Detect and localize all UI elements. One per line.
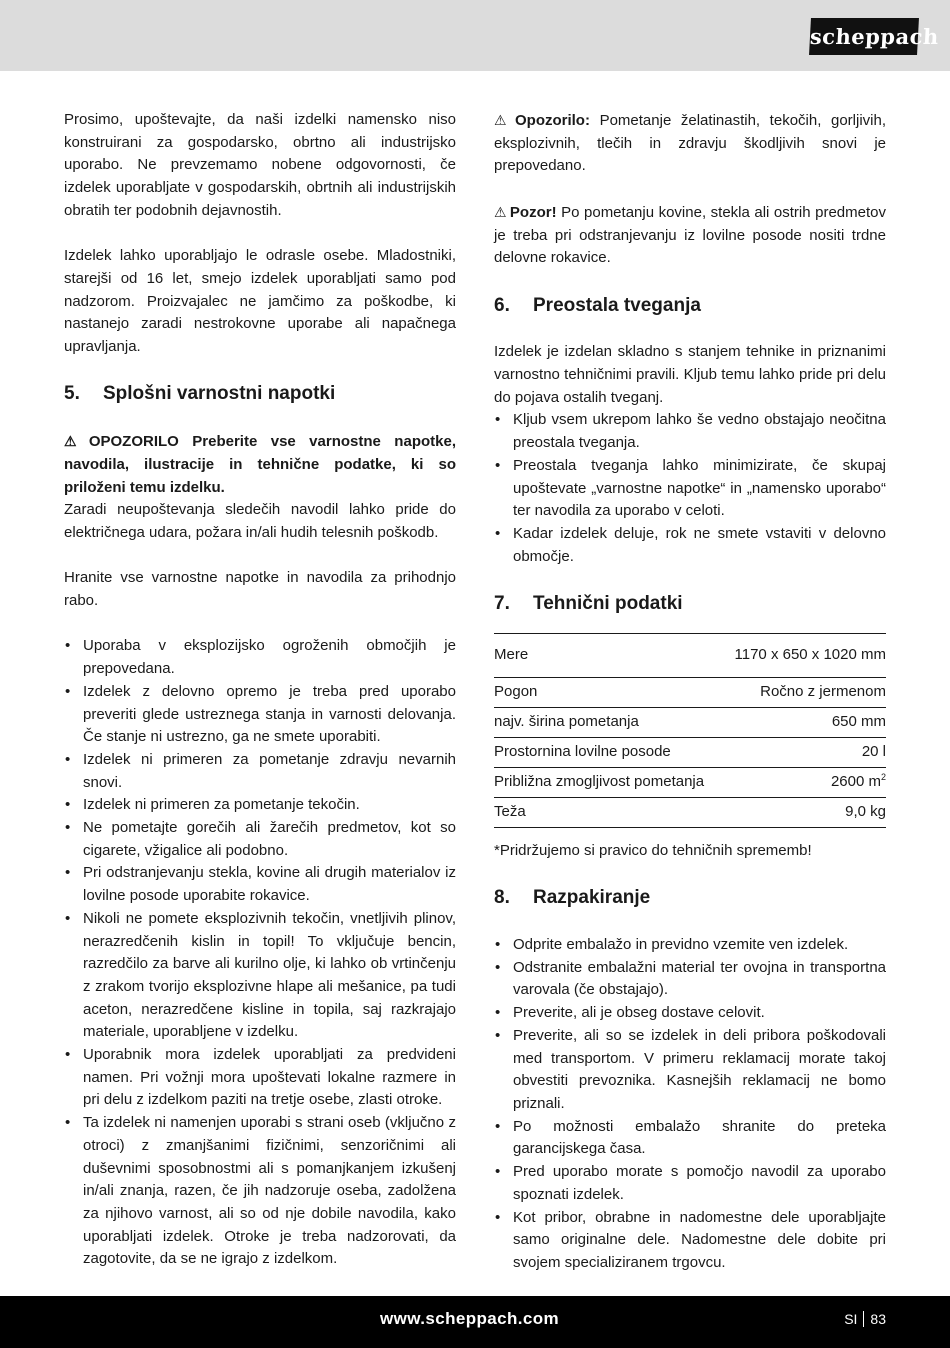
spec-label: Pogon [494, 678, 722, 708]
left-column [64, 109, 456, 1271]
website-url: www.scheppach.com [380, 1309, 560, 1328]
warning-consequence-text: Zaradi neupoštevanja sledečih navodil lahko pride do električnega udara, požara in/ali hudih telesnih poškodb. [64, 501, 456, 541]
language-code: SI [844, 1311, 858, 1327]
list-item: • Kadar izdelek deluje, rok ne smete vstaviti v delovno območje. [494, 523, 886, 568]
spec-value: 20 l [722, 738, 886, 768]
list-item: • Kljub vsem ukrepom lahko še vedno obstajajo neočitna preostala tveganja. [494, 409, 886, 454]
section-number: 8. [494, 887, 510, 909]
spec-value: 1170 x 650 x 1020 mm [722, 634, 886, 678]
keep-instructions-text: Hranite vse varnostne napotke in navodila za prihodnjo rabo. [64, 569, 456, 609]
table-row [494, 678, 886, 708]
technical-changes-note: *Pridržujemo si pravico do tehničnih sprememb! [494, 842, 812, 859]
section-title: Tehnični podatki [533, 593, 683, 614]
spec-value [722, 768, 886, 798]
table-row [494, 738, 886, 768]
safety-bullet-list [64, 635, 456, 1271]
spec-value-number: 2600 m [830, 773, 881, 791]
warning-triangle-icon: ⚠ [64, 433, 86, 450]
list-item: • Preverite, ali so se izdelek in deli pribora poškodovali med transportom. V primeru reklamacij morate takoj obvestiti prevoznika. Kasnejših reklamacij ne bomo priznali. [494, 1025, 886, 1116]
residual-risk-text: Izdelek je izdelan skladno s stanjem tehnike in priznanimi varnostno tehničnimi pravili. Kljub temu lahko pride pri delu do pojava ostalih tveganj. [494, 343, 886, 406]
residual-risk-list [494, 409, 886, 568]
safety-warning [64, 430, 456, 499]
list-item: • Odprite embalažo in previdno vzemite ven izdelek. [494, 934, 886, 957]
right-column [494, 109, 886, 1275]
page-footer [0, 1296, 950, 1348]
section-number: 7. [494, 593, 510, 614]
list-item: • Po možnosti embalažo shranite do preteka garancijskega časa. [494, 1116, 886, 1161]
list-item: • Uporabnik mora izdelek uporabljati za predvideni namen. Pri vožnji mora upoštevati lokalne razmere in pri delu z izdelkom paziti na tretje osebe, zlasti otroke. [64, 1044, 456, 1112]
warning-text: Po pometanju kovine, stekla ali ostrih predmetov je treba pri odstranjevanju iz lovilne posode nositi trdne delovne rokavice. [494, 203, 886, 267]
warning-note-1 [494, 109, 886, 178]
table-row [494, 798, 886, 828]
section-number: 6. [494, 294, 510, 316]
section-number: 5. [64, 383, 80, 405]
separator [863, 1311, 864, 1327]
page-number: 83 [870, 1311, 886, 1327]
list-item: • Ne pometajte gorečih ali žarečih predmetov, kot so cigarete, vžigalice ali podobno. [64, 817, 456, 862]
spec-label: Približna zmogljivost pometanja [494, 768, 722, 798]
list-item: • Preverite, ali je obseg dostave celovit. [494, 1002, 886, 1025]
page-header [0, 0, 950, 71]
section-5-heading [64, 381, 456, 407]
brand-logo: scheppach [809, 18, 919, 55]
spec-value: Ročno z jermenom [722, 678, 886, 708]
spec-label: Mere [494, 634, 722, 678]
section-8-heading [494, 885, 886, 911]
warning-bold-text: OPOZORILO Preberite vse varnostne napotke, navodila, ilustracije in tehnične podatke, ki so priloženi temu izdelku. [64, 433, 456, 496]
spec-label: Prostornina lovilne posode [494, 738, 722, 768]
unpacking-list [494, 934, 886, 1275]
technical-data-table [494, 633, 886, 828]
section-title: Razpakiranje [533, 887, 651, 909]
list-item: • Izdelek ni primeren za pometanje tekočin. [64, 794, 456, 817]
list-item: • Uporaba v eksplozijsko ogroženih območjih je prepovedana. [64, 635, 456, 680]
list-item: • Izdelek z delovno opremo je treba pred uporabo preveriti glede ustreznega stanja in varnosti delovanja. Če stanje ni ustrezno, ga ne smete uporabiti. [64, 681, 456, 749]
spec-label: najv. širina pometanja [494, 708, 722, 738]
list-item: • Izdelek ni primeren za pometanje zdravju nevarnih snovi. [64, 749, 456, 794]
table-row [494, 708, 886, 738]
section-6-heading [494, 293, 886, 319]
warning-label: Opozorilo: [514, 112, 590, 129]
table-row [494, 634, 886, 678]
warning-note-2 [494, 201, 886, 270]
page-indicator [844, 1296, 886, 1342]
table-row [494, 768, 886, 798]
list-item: • Ta izdelek ni namenjen uporabi s strani oseb (vključno z otroci) z zmanjšanimi fizičnimi, senzoričnimi ali duševnimi sposobnostmi ali s pomanjkanjem izkušenj in/ali znanja, razen, če jih nadzoruje oseba, zadolžena za njihovo varnost, ali so od nje dobile navodila, kako uporabljati izdelek. Otroke je treba nadzorovati, da zagotovite, da se ne igrajo z izdelkom. [64, 1112, 456, 1271]
section-title: Splošni varnostni napotki [103, 383, 336, 405]
list-item: • Kot pribor, obrabne in nadomestne dele uporabljajte samo originalne dele. Nadomestne dele dobite pri svojem specializiranem trgovcu. [494, 1207, 886, 1275]
list-item: • Pred uporabo morate s pomočjo navodil za uporabo spoznati izdelek. [494, 1161, 886, 1206]
section-7-heading [494, 591, 886, 617]
list-item: • Odstranite embalažni material ter ovojna in transportna varovala (če obstajajo). [494, 957, 886, 1002]
spec-value-superscript: 2 [880, 772, 886, 783]
warning-label: Pozor! [509, 203, 557, 221]
warning-triangle-icon: ⚠ [494, 203, 507, 220]
spec-label: Teža [494, 798, 722, 828]
section-title: Preostala tveganja [533, 294, 701, 316]
intro-paragraph-2: Izdelek lahko uporabljajo le odrasle osebe. Mladostniki, starejši od 16 let, smejo izdelek uporabljati samo pod nadzorom. Proizvajalec ne jamčimo za poškodbe, ki nastanejo zaradi nestrokovne uporabe ali napačnega upravljanja. [64, 247, 456, 356]
warning-triangle-icon: ⚠ [494, 112, 512, 128]
list-item: • Preostala tveganja lahko minimizirate, če skupaj upoštevate „varnostne napotke“ in „namensko uporabo“ ter navodila za uporabo v celoti. [494, 455, 886, 523]
warning-text: Pometanje želatinastih, tekočih, gorljivih, eksplozivnih, tlečih in zdravju škodljivih snovi je prepovedano. [494, 112, 886, 175]
intro-paragraph-1: Prosimo, upoštevajte, da naši izdelki namensko niso konstruirani za gospodarsko, obrtno ali industrijsko uporabo. Ne prevzemamo nobene odgovornosti, če izdelek uporabljate v gospodarskih, obrtnih ali industrijskih obratih ter podobnih dejavnostih. [64, 111, 456, 219]
spec-value: 9,0 kg [722, 798, 886, 828]
list-item: • Pri odstranjevanju stekla, kovine ali drugih materialov iz lovilne posode uporabite rokavice. [64, 862, 456, 907]
spec-value: 650 mm [722, 708, 886, 738]
list-item: • Nikoli ne pomete eksplozivnih tekočin, vnetljivih plinov, nerazredčenih kislin in topil! To vključuje bencin, razredčilo za barve ali kurilno olje, ki lahko ob vrtinčenju z zrakom tvorijo eksplozivne hlape ali mešanice, pa tudi aceton, nerazredčene kisline in topila, saj razkrajajo materiale, uporabljene v izdelku. [64, 908, 456, 1044]
